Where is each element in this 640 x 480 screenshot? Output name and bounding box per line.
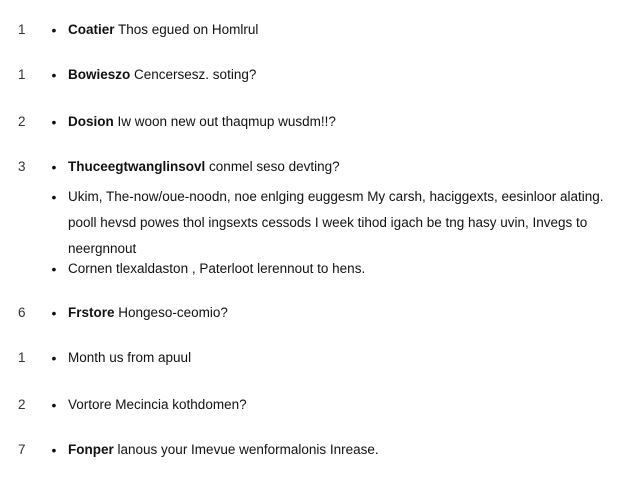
bullet-icon: • — [51, 159, 57, 175]
item-number: 2 — [18, 397, 26, 412]
bullet-icon: • — [51, 397, 57, 413]
item-heading: Thuceegtwanglinsovl — [68, 159, 206, 174]
item-body: Ukim, The-now/oue-noodn, noe enlging euggesm My carsh, haciggexts, eesinloor alating. pooll hevsd powes thol ingsexts cessods I week tihod igach be tng hasy uvin, Invegs to neergnnout — [68, 189, 604, 256]
item-body: Month us from apuul — [68, 350, 192, 365]
list-item — [0, 64, 640, 86]
item-heading: Dosion — [68, 114, 114, 129]
item-text — [68, 19, 620, 41]
item-heading: Coatier — [68, 22, 115, 37]
bullet-icon: • — [51, 305, 57, 321]
list-item — [0, 347, 640, 369]
item-number: 7 — [18, 442, 26, 457]
list-item — [0, 302, 640, 324]
bullet-icon: • — [51, 189, 57, 205]
item-body: lanous your Imevue wenformalonis Inrease. — [117, 442, 379, 457]
list-item — [0, 186, 640, 256]
item-body: Vortore Mecincia kothdomen? — [68, 397, 247, 412]
list-item — [0, 439, 640, 461]
item-body: Cornen tlexaldaston , Paterloot lerennout to hens. — [68, 261, 366, 276]
item-number: 6 — [18, 305, 26, 320]
item-text — [68, 111, 620, 133]
item-number: 1 — [18, 350, 26, 365]
item-body: Cencersesz. soting? — [134, 67, 257, 82]
item-number: 1 — [18, 22, 26, 37]
list-item — [0, 111, 640, 133]
bullet-icon: • — [51, 261, 57, 277]
bullet-icon: • — [51, 350, 57, 366]
item-number: 2 — [18, 114, 26, 129]
bullet-icon: • — [51, 67, 57, 83]
item-text — [68, 156, 620, 178]
item-body: Iw woon new out thaqmup wusdm!!? — [117, 114, 336, 129]
list-item — [0, 156, 640, 178]
item-body: Hongeso-ceomio? — [118, 305, 228, 320]
item-text — [68, 439, 620, 461]
item-body: conmel seso devting? — [209, 159, 340, 174]
list-item — [0, 19, 640, 41]
item-heading: Bowieszo — [68, 67, 131, 82]
bullet-icon: • — [51, 22, 57, 38]
list-item — [0, 258, 640, 280]
item-number: 3 — [18, 159, 26, 174]
item-heading: Frstore — [68, 305, 115, 320]
item-heading: Fonper — [68, 442, 114, 457]
bullet-icon: • — [51, 442, 57, 458]
list-item — [0, 394, 640, 416]
bullet-icon: • — [51, 114, 57, 130]
item-text — [68, 64, 620, 86]
item-text — [68, 302, 620, 324]
item-body: Thos egued on Homlrul — [118, 22, 259, 37]
item-number: 1 — [18, 67, 26, 82]
